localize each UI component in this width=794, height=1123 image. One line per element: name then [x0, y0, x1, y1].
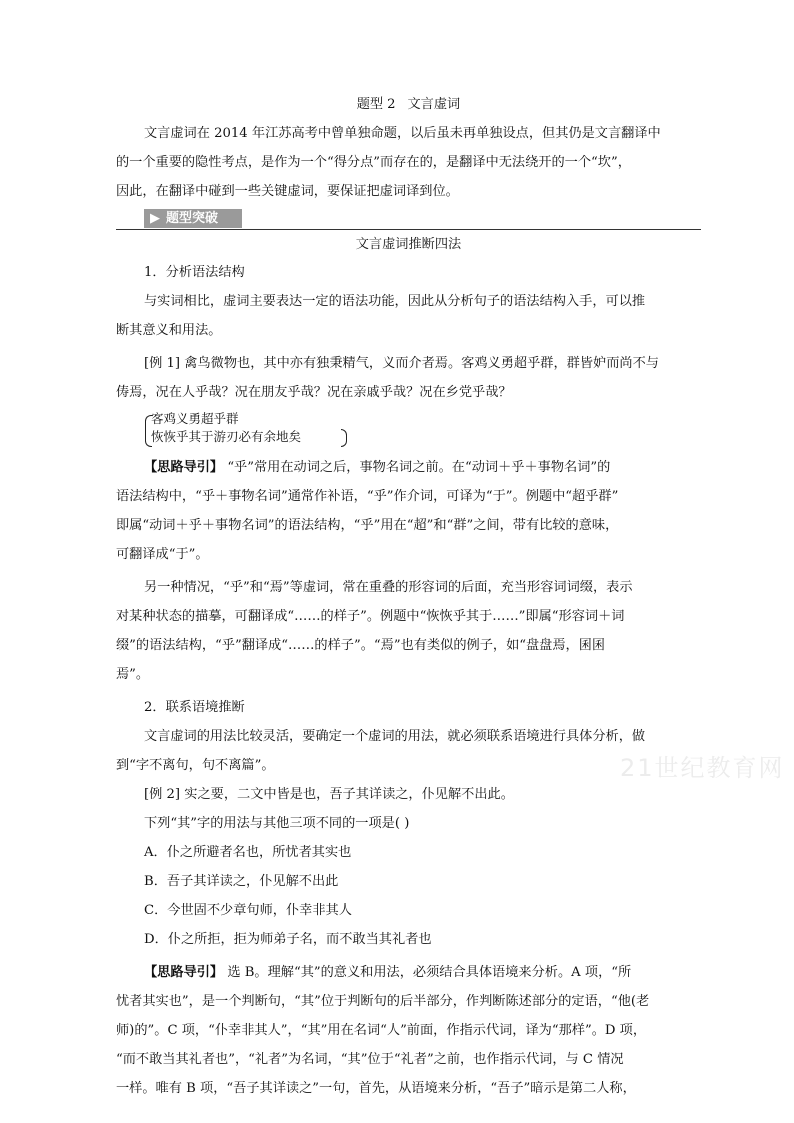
guide-1-line: 即属“动词＋乎＋事物名词”的语法结构，“乎”用在“超”和“群”之间，带有比较的意味， — [116, 518, 619, 533]
right-bracket — [341, 429, 347, 447]
intro-line: 因此，在翻译中碰到一些关键虚词，要保证把虚词译到位。 — [116, 184, 459, 199]
paragraph-2-line: 缀”的语法结构，“乎”翻译成“……的样子”。“焉”也有类似的例子，如“盘盘焉，囷囷 — [116, 638, 606, 653]
guide-text: 选 B。理解“其”的意义和用法，必须结合具体语境来分析。A 项，“所 — [223, 965, 632, 980]
option-c: C．今世固不少章句师，仆幸非其人 — [144, 903, 352, 918]
paragraph-2-line: 另一种情况，“乎”和“焉”等虚词，常在重叠的形容词的后面，充当形容词词缀，表示 — [144, 580, 633, 595]
guide-1-line: 语法结构中，“乎＋事物名词”通常作补语，“乎”作介词，可译为“于”。例题中“超乎群” — [116, 489, 619, 504]
guide-text: “乎”常用在动词之后，事物名词之前。在“动词＋乎＋事物名词”的 — [223, 460, 611, 475]
guide-1-line: 可翻译成“于”。 — [116, 547, 209, 562]
guide-2-line: 师)的”。C 项，“仆幸非其人”，“其”用在名词“人”前面，作指示代词，译为“那样”。D 项， — [116, 1023, 647, 1038]
banner-label: 题型突破 — [166, 211, 219, 226]
paragraph-2-line: 对某种状态的描摹，可翻译成“……的样子”。例题中“恢恢乎其于……”即属“形容词＋词 — [116, 609, 625, 624]
diagram-line-1: 客鸡义勇超乎群 — [151, 411, 239, 426]
paragraph-line: 断其意义和用法。 — [116, 323, 222, 338]
guide-2-line: 一样。唯有 B 项，“吾子其详读之”一句，首先，从语境来分析，“吾子”暗示是第二人称， — [116, 1081, 636, 1096]
guide-2-first-line — [116, 958, 701, 987]
option-d: D．仆之所拒，拒为师弟子名，而不敢当其礼者也 — [144, 932, 432, 947]
example-2: [例 2] 实之要，二文中皆是也，吾子其详读之，仆见解不出此。 — [144, 787, 514, 802]
guide-label: 【思路导引】 — [144, 460, 224, 475]
intro-line: 的一个重要的隐性考点，是作为一个“得分点”而存在的，是翻译中无法绕开的一个“坎”， — [116, 155, 631, 170]
section-title: 文言虚词推断四法 — [355, 237, 462, 252]
title-prefix: 题型 — [356, 97, 384, 112]
example-1-line: [例 1] 禽鸟微物也，其中亦有独秉精气，义而介者焉。客鸡义勇超乎群，群皆妒而尚不与 — [144, 356, 659, 371]
section-banner — [116, 209, 701, 230]
heading-2: 2．联系语境推断 — [144, 700, 245, 715]
example-1-line: 俦焉，况在人乎哉？况在朋友乎哉？况在亲戚乎哉？况在乡党乎哉？ — [116, 385, 512, 400]
intro-line: 文言虚词在 2014 年江苏高考中曾单独命题，以后虽未再单独设点，但其仍是文言翻译中 — [144, 126, 661, 141]
title-text: 文言虚词 — [407, 97, 461, 112]
paragraph-line: 与实词相比，虚词主要表达一定的语法功能，因此从分析句子的语法结构入手，可以推 — [144, 294, 646, 309]
diagram-line-2: 恢恢乎其于游刃必有余地矣 — [151, 429, 302, 444]
heading-1: 1．分析语法结构 — [144, 265, 245, 280]
bracket-diagram — [145, 407, 345, 453]
title-number: 2 — [387, 97, 396, 112]
paragraph-3-line: 到“字不离句，句不离篇”。 — [116, 758, 275, 773]
guide-2-line: 忧者其实也”，是一个判断句，“其”位于判断句的后半部分，作判断陈述部分的定语，“他(老 — [116, 994, 650, 1009]
page-content — [116, 92, 701, 1103]
question: 下列“其”字的用法与其他三项不同的一项是( ) — [144, 816, 410, 831]
paragraph-3-line: 文言虚词的用法比较灵活，要确定一个虚词的用法，就必须联系语境进行具体分析，做 — [144, 729, 646, 744]
option-b: B．吾子其详读之，仆见解不出此 — [144, 874, 339, 889]
play-arrow-icon: ▶ — [150, 211, 160, 226]
watermark: 21世纪教育网 — [620, 754, 785, 782]
banner-tag — [144, 209, 242, 228]
option-a: A．仆之所避者名也，所忧者其实也 — [144, 845, 352, 860]
page-title — [116, 92, 701, 118]
guide-label: 【思路导引】 — [144, 965, 224, 980]
paragraph-2-line: 焉”。 — [116, 667, 150, 682]
guide-1-first-line — [116, 453, 701, 482]
guide-2-line: “而不敢当其礼者也”，“礼者”为名词，“其”位于“礼者”之前，也作指示代词，与 C 情况 — [116, 1052, 624, 1067]
